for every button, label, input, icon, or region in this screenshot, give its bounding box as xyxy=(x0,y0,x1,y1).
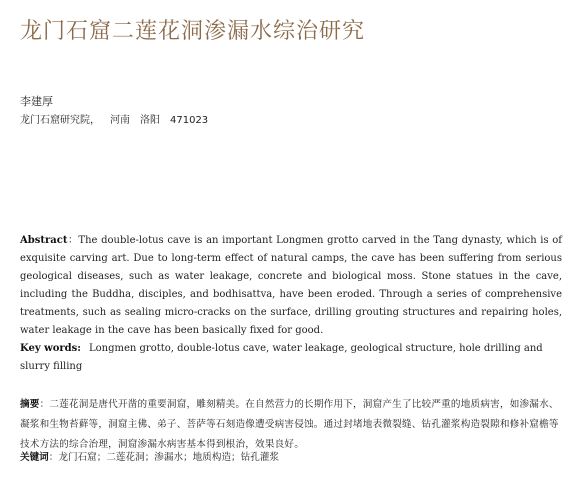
keywords-en-label: Key words: xyxy=(20,343,81,354)
author-affiliation xyxy=(20,111,218,126)
abstract-en-sep: ： xyxy=(67,235,79,246)
keywords-cn-sep: ： xyxy=(48,452,59,463)
abstract-en-text: The double-lotus cave is an important Longmen grotto carved in the Tang dynasty, which is of exquisite carving art. Due to long-term effect of natural camps, the cave has been suffering from serious geological diseases, such as water leakage, concrete and biological moss. Stone statues in the cave, including the Buddha, disciples, and bodhisattva, have been eroded. Through a series of comprehensive treatments, such as sealing micro-cracks on the surface, drilling grouting structures and repairing holes, water leakage in the cave has been basically fixed for good. xyxy=(20,235,563,336)
author-name: 李建厚 xyxy=(20,95,53,108)
keywords-cn-label: 关键词 xyxy=(20,452,49,463)
abstract-en xyxy=(20,232,562,340)
affiliation-city: 洛阳 xyxy=(140,115,160,126)
affiliation-province: 河南 xyxy=(110,115,130,126)
keywords-en-text: Longmen grotto, double-lotus cave, water leakage, geological structure, hole drilling and slurry filling xyxy=(20,343,543,372)
paper-title: 龙门石窟二莲花洞渗漏水综治研究 xyxy=(20,19,366,44)
abstract-cn xyxy=(20,395,562,455)
affiliation-postcode: 471023 xyxy=(170,115,209,126)
abstract-cn-sep: ： xyxy=(39,399,50,410)
affiliation-institution: 龙门石窟研究院， xyxy=(20,115,100,126)
abstract-cn-text: 二莲花洞是唐代开凿的重要洞窟，雕刻精美。在自然营力的长期作用下，洞窟产生了比较严重的地质病害，如渗漏水、凝浆和生物苔藓等，洞窟主佛、弟子、菩萨等石刻造像遭受病害侵蚀。通过封堵地表微裂缝、钻孔灌浆构造裂隙和修补窟檐等技术方法的综合治理，洞窟渗漏水病害基本得到根治，效果良好。 xyxy=(20,399,559,450)
keywords-en xyxy=(20,340,562,376)
keywords-cn xyxy=(20,450,562,466)
abstract-cn-label: 摘要 xyxy=(20,399,40,410)
abstract-en-label: Abstract xyxy=(20,235,68,246)
keywords-cn-text: 龙门石窟；二莲花洞；渗漏水；地质构造；钻孔灌浆 xyxy=(58,452,280,463)
